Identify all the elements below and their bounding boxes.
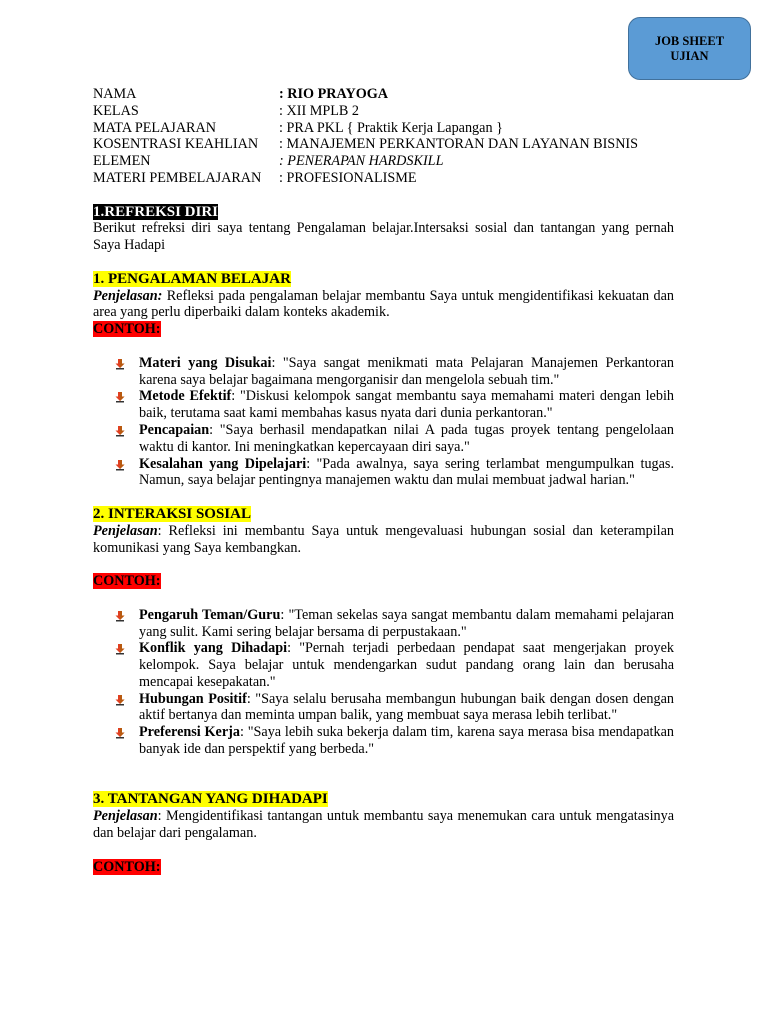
arrow-bullet-icon [114,643,126,655]
info-label: KELAS [93,102,139,119]
arrow-bullet-icon [114,391,126,403]
student-info [93,86,674,187]
list-item [139,691,674,725]
list-item [139,640,674,690]
contoh-label: CONTOH: [93,573,161,590]
item-text: : "Pernah terjadi perbedaan pendapat saat mengerjakan proyek kelompok. Saya belajar untuk mendengarkan sudut pandang orang lain dan berusaha mencapai kesepakatan." [139,640,674,690]
item-text: : "Diskusi kelompok sangat membantu saya memahami materi dengan lebih baik, terutama saat kami membahas kasus nyata dari dunia perkantoran." [139,388,674,422]
explanation-label: Penjelasan [93,808,158,825]
refleksi-text: Berikut refreksi diri saya tentang Pengalaman belajar.Intersaksi sosial dan tantangan yang pernah Saya Hadapi [93,220,674,254]
section-tantangan [93,791,674,875]
info-row [93,86,674,103]
contoh-label: CONTOH: [93,858,161,875]
job-sheet-badge [628,17,751,80]
contoh-label: CONTOH: [93,321,161,338]
explanation-label: Penjelasan [93,522,158,539]
info-row [93,153,674,170]
arrow-bullet-icon [114,727,126,739]
item-text: : "Saya selalu berusaha membangun hubungan baik dengan dosen dengan aktif bertanya dan meminta umpan balik, yang membuat saya merasa lebih terlibat." [139,690,674,724]
info-label: MATERI PEMBELAJARAN [93,169,262,186]
item-term: Konflik yang Dihadapi [139,640,288,657]
section-explanation [93,288,674,322]
item-text: : "Saya lebih suka bekerja dalam tim, karena saya merasa bisa mendapatkan banyak ide dan perspektif yang berbeda." [139,724,674,758]
explanation-label: Penjelasan: [93,287,163,304]
badge-line-1: JOB SHEET [654,33,725,48]
section-heading: 2. INTERAKSI SOSIAL [93,505,251,522]
item-term: Preferensi Kerja [139,724,240,741]
document-content [93,86,674,875]
explanation-text: Refleksi pada pengalaman belajar membantu Saya untuk mengidentifikasi kekuatan dan area yang perlu diperbaiki dalam konteks akademik. [93,287,674,321]
list-item [139,355,674,389]
item-text: : "Teman sekelas saya sangat membantu dalam memahami pelajaran yang sulit. Kami sering belajar bersama di perpustakaan." [139,606,674,640]
item-term: Materi yang Disukai [139,354,272,371]
info-label: ELEMEN [93,153,151,170]
info-row [93,103,674,120]
list-item [139,607,674,641]
arrow-bullet-icon [114,459,126,471]
arrow-bullet-icon [114,694,126,706]
info-value: : PROFESIONALISME [279,169,417,186]
arrow-bullet-icon [114,425,126,437]
item-term: Pencapaian [139,421,210,438]
refleksi-heading: 1.REFREKSI DIRI [93,203,219,220]
section-heading: 3. TANTANGAN YANG DIHADAPI [93,791,328,808]
item-text: : "Pada awalnya, saya sering terlambat mengumpulkan tugas. Namun, saya belajar pentingnya manajemen waktu dan mulai membuat jadwal harian." [139,455,674,489]
info-value: : XII MPLB 2 [279,102,360,119]
info-row [93,136,674,153]
item-term: Pengaruh Teman/Guru [139,606,281,623]
arrow-bullet-icon [114,610,126,622]
item-term: Kesalahan yang Dipelajari [139,455,307,472]
info-row [93,170,674,187]
arrow-bullet-icon [114,358,126,370]
item-text: : "Saya sangat menikmati mata Pelajaran Manajemen Perkantoran karena saya belajar bagaimana mengorganisir dan mengelola sebuah tim." [139,354,674,388]
info-value: : PENERAPAN HARDSKILL [279,153,444,170]
section-heading: 1. PENGALAMAN BELAJAR [93,270,291,287]
info-value: : PRA PKL { Praktik Kerja Lapangan } [279,119,503,136]
item-term: Hubungan Positif [139,690,247,707]
list-item [139,388,674,422]
info-value: : MANAJEMEN PERKANTORAN DAN LAYANAN BISNIS [279,136,639,153]
section-interaksi-sosial [93,506,674,758]
explanation-text: : Mengidentifikasi tantangan untuk membantu saya menemukan cara untuk mengatasinya dan belajar dari pengalaman. [93,808,674,842]
list-item [139,422,674,456]
item-term: Metode Efektif [139,388,232,405]
info-row [93,120,674,137]
info-label: NAMA [93,86,137,102]
example-list [93,355,674,489]
list-item [139,724,674,758]
refleksi-section [93,204,674,254]
info-label: KOSENTRASI KEAHLIAN [93,136,259,153]
item-text: : "Saya berhasil mendapatkan nilai A pada tugas proyek tentang pengelolaan waktu di kantor. Ini meningkatkan kepercayaan diri saya." [139,421,674,455]
section-pengalaman-belajar [93,271,674,489]
info-label: MATA PELAJARAN [93,119,217,136]
info-value: : RIO PRAYOGA [279,86,389,102]
section-explanation [93,523,674,557]
example-list [93,607,674,758]
explanation-text: : Refleksi ini membantu Saya untuk mengevaluasi hubungan sosial dan keterampilan komunikasi yang Saya kembangkan. [93,522,674,556]
section-explanation [93,808,674,842]
badge-line-2: UJIAN [670,48,709,63]
list-item [139,456,674,490]
